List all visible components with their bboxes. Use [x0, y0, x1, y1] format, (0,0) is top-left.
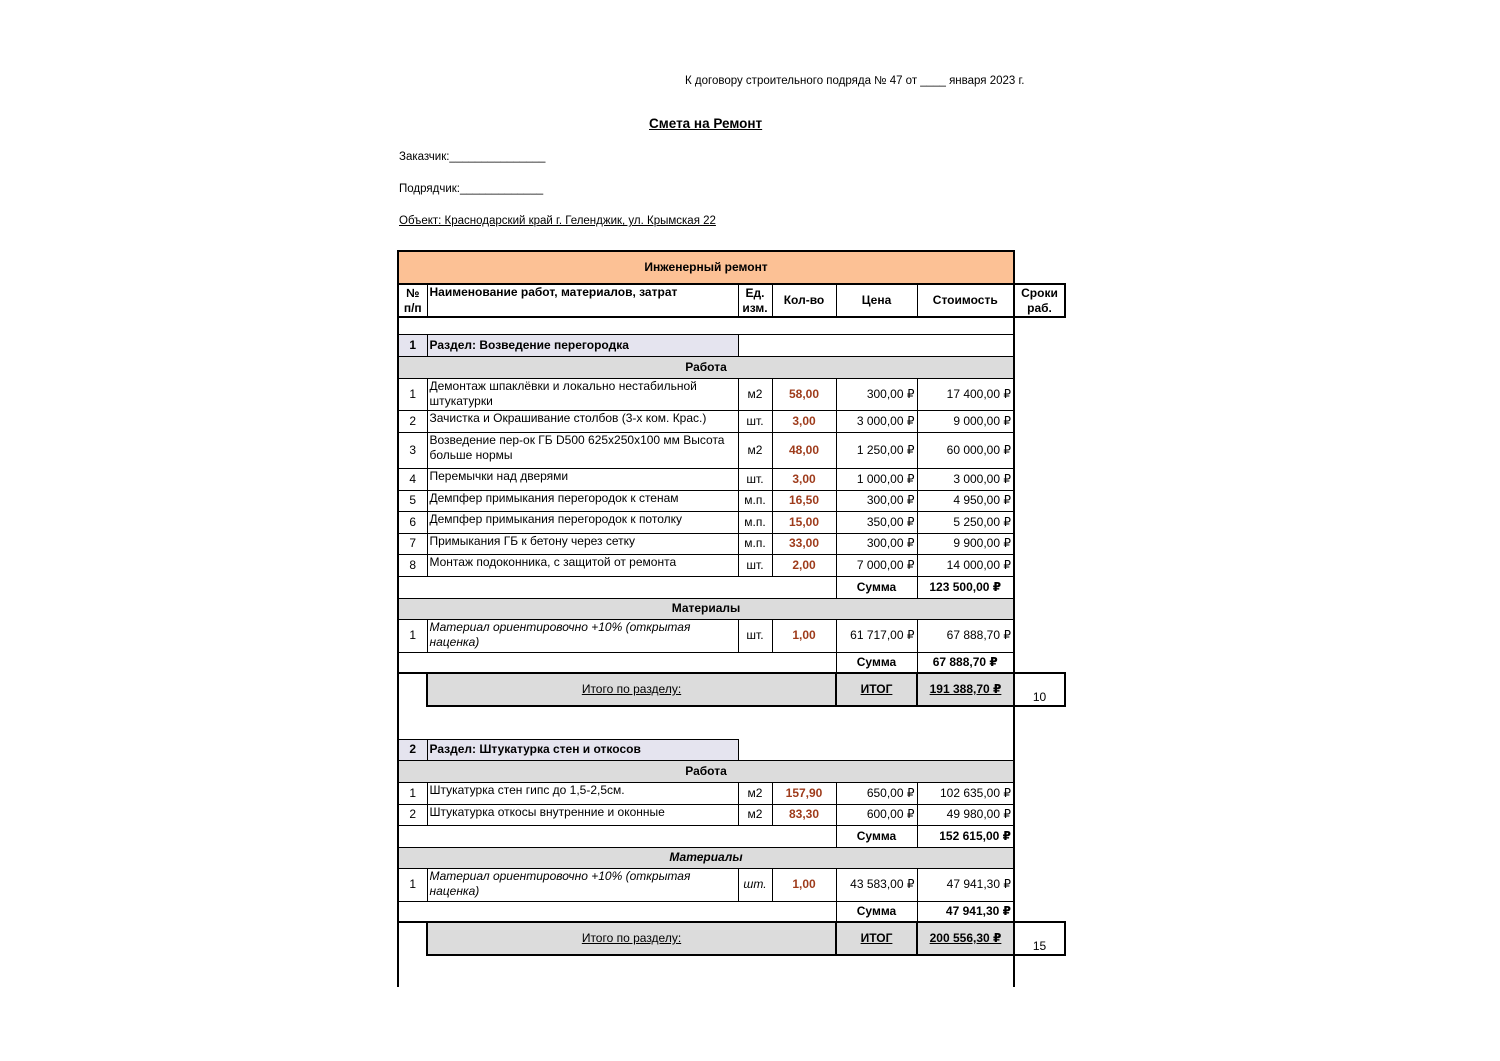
section-2-header — [398, 739, 1065, 760]
table-row: 5 Демпфер примыкания перегородок к стенам м.п. 16,50 300,00 ₽ 4 950,00 ₽ — [398, 490, 1065, 511]
table-row: 2 Штукатурка откосы внутренние и оконные м2 83,30 600,00 ₽ 49 980,00 ₽ — [398, 804, 1065, 825]
table-row: 6 Демпфер примыкания перегородок к потолку м.п. 15,00 350,00 ₽ 5 250,00 ₽ — [398, 511, 1065, 533]
section-number: 1 — [398, 334, 427, 356]
section-total-label: Итого по разделу: — [427, 673, 836, 706]
section-total-row: Итого по разделу: ИТОГ 200 556,30 ₽ 15 — [398, 922, 1065, 955]
column-header-row — [398, 284, 1065, 317]
section-total-value: 191 388,70 ₽ — [917, 673, 1014, 706]
main-title: Инженерный ремонт — [398, 251, 1014, 284]
contractor-line: Подрядчик:_____________ — [399, 183, 544, 195]
estimate-table — [397, 250, 1066, 987]
section-total-value: 200 556,30 ₽ — [917, 922, 1014, 955]
materials-label: Материалы — [398, 847, 1014, 868]
col-cost: Стоимость — [917, 284, 1014, 317]
col-term: Сроки раб. — [1014, 284, 1065, 317]
work-sum-row: Сумма 152 615,00 ₽ — [398, 825, 1065, 847]
table-row: 2 Зачистка и Окрашивание столбов (3-х ком. Крас.) шт. 3,00 3 000,00 ₽ 9 000,00 ₽ — [398, 410, 1065, 432]
table-row: 7 Примыкания ГБ к бетону через сетку м.п. 33,00 300,00 ₽ 9 900,00 ₽ — [398, 533, 1065, 554]
section-number: 2 — [398, 739, 427, 760]
contract-reference: К договору строительного подряда № 47 от ____ января 2023 г. — [685, 75, 1025, 87]
section-1-header — [398, 334, 1065, 356]
work-label: Работа — [398, 356, 1014, 378]
materials-label: Материалы — [398, 598, 1014, 619]
mat-sum-row: Сумма 67 888,70 ₽ — [398, 652, 1065, 673]
table-row: 8 Монтаж подоконника, с защитой от ремонта шт. 2,00 7 000,00 ₽ 14 000,00 ₽ — [398, 554, 1065, 576]
section-term: 15 — [1014, 922, 1065, 955]
section-title: Раздел: Возведение перегородка — [427, 334, 738, 356]
section-total-row: Итого по разделу: ИТОГ 191 388,70 ₽ 10 — [398, 673, 1065, 706]
section-total-label: Итого по разделу: — [427, 922, 836, 955]
object-line: Объект: Краснодарский край г. Геленджик, ул. Крымская 22 — [399, 215, 716, 227]
table-row: 1 Материал ориентировочно +10% (открытая наценка) шт. 1,00 43 583,00 ₽ 47 941,30 ₽ — [398, 868, 1065, 901]
customer-line: Заказчик:_______________ — [399, 151, 546, 163]
table-row: 4 Перемычки над дверями шт. 3,00 1 000,00 ₽ 3 000,00 ₽ — [398, 468, 1065, 490]
section-title: Раздел: Штукатурка стен и откосов — [427, 739, 738, 760]
section-term: 10 — [1014, 673, 1065, 706]
col-num: № п/п — [398, 284, 427, 317]
work-sum-row: Сумма 123 500,00 ₽ — [398, 576, 1065, 598]
table-row: 1 Штукатурка стен гипс до 1,5-2,5см. м2 157,90 650,00 ₽ 102 635,00 ₽ — [398, 782, 1065, 804]
work-label: Работа — [398, 760, 1014, 782]
table-row: 3 Возведение пер-ок ГБ D500 625х250х100 мм Высота больше нормы м2 48,00 1 250,00 ₽ 60 000,00 ₽ — [398, 432, 1065, 468]
col-unit: Ед. изм. — [738, 284, 772, 317]
col-name: Наименование работ, материалов, затрат — [427, 284, 738, 317]
col-qty: Кол-во — [772, 284, 836, 317]
mat-sum-row: Сумма 47 941,30 ₽ — [398, 901, 1065, 922]
col-price: Цена — [836, 284, 917, 317]
table-row: 1 Демонтаж шпаклёвки и локально нестабильной штукатурки м2 58,00 300,00 ₽ 17 400,00 ₽ — [398, 378, 1065, 410]
page-title: Смета на Ремонт — [649, 116, 763, 131]
table-row: 1 Материал ориентировочно +10% (открытая наценка) шт. 1,00 61 717,00 ₽ 67 888,70 ₽ — [398, 619, 1065, 652]
